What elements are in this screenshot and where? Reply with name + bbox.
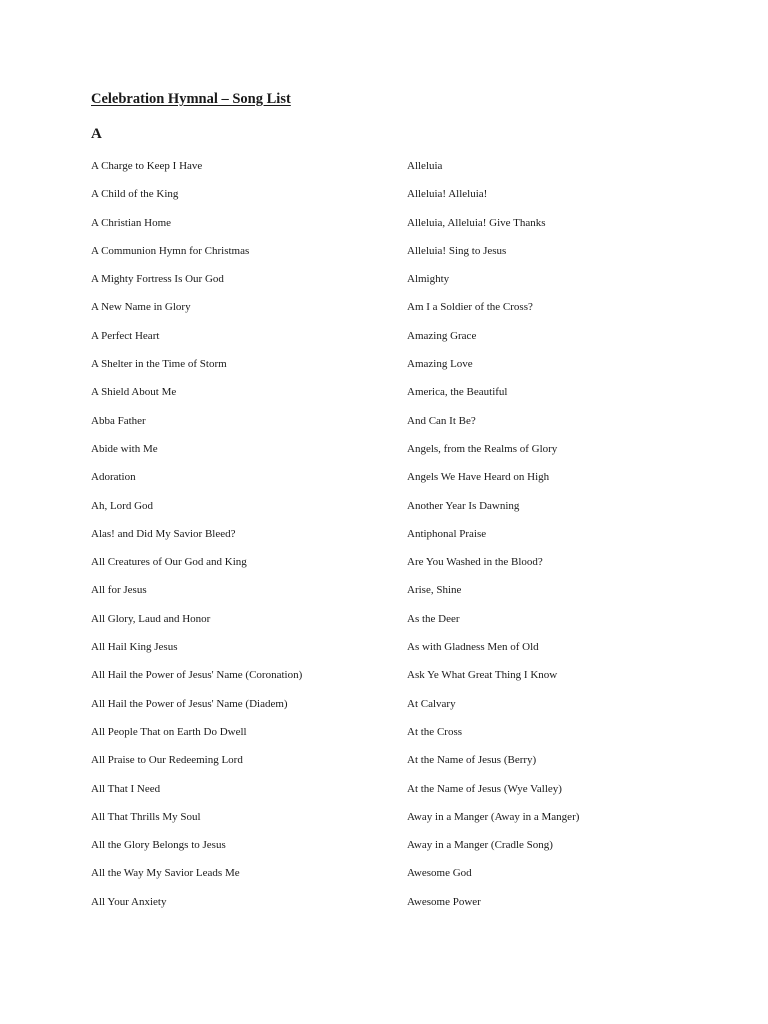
song-list-item: All Hail King Jesus (91, 641, 178, 654)
song-list-item: Alleluia! Sing to Jesus (407, 244, 507, 257)
song-list-left-column (91, 157, 391, 921)
song-list-item: Amazing Grace (407, 329, 477, 342)
song-list-item: All Glory, Laud and Honor (91, 612, 211, 625)
song-list-item: A Perfect Heart (91, 329, 160, 342)
song-list-item: All Your Anxiety (91, 895, 167, 908)
song-list-item: Amazing Love (407, 358, 473, 371)
song-list-item: A Child of the King (91, 188, 179, 201)
song-list-item: Arise, Shine (407, 584, 462, 597)
song-list-right-column (407, 157, 707, 921)
song-list-item: All the Way My Savior Leads Me (91, 867, 240, 880)
song-list-item: Angels We Have Heard on High (407, 471, 550, 484)
song-list-item: All Hail the Power of Jesus' Name (Diadem) (91, 697, 288, 710)
song-list-item: Awesome God (407, 867, 472, 880)
song-list-item: Ask Ye What Great Thing I Know (407, 669, 558, 682)
song-list-item: As with Gladness Men of Old (407, 641, 539, 654)
song-list-item: Adoration (91, 471, 136, 484)
song-list-item: Alleluia! Alleluia! (407, 188, 488, 201)
song-list-item: All That I Need (91, 782, 161, 795)
song-list-item: And Can It Be? (407, 414, 476, 427)
song-list-item: A Shield About Me (91, 386, 177, 399)
song-list-item: All Praise to Our Redeeming Lord (91, 754, 243, 767)
song-list-item: Ah, Lord God (91, 499, 154, 512)
song-list-item: All People That on Earth Do Dwell (91, 725, 247, 738)
song-list-item: America, the Beautiful (407, 386, 508, 399)
song-list-item: Angels, from the Realms of Glory (407, 442, 558, 455)
song-list-item: Alas! and Did My Savior Bleed? (91, 527, 236, 540)
song-list-item: All That Thrills My Soul (91, 810, 201, 823)
song-list-item: A Charge to Keep I Have (91, 160, 203, 172)
song-list-item: Away in a Manger (Away in a Manger) (407, 810, 580, 823)
song-list-item: Alleluia, Alleluia! Give Thanks (407, 216, 546, 229)
song-list-item: At the Name of Jesus (Wye Valley) (407, 782, 562, 795)
song-list-item: Almighty (407, 273, 450, 286)
song-list-item: A New Name in Glory (91, 301, 191, 314)
song-list-item: At the Cross (407, 725, 462, 738)
section-heading-a: A (91, 126, 102, 142)
song-list-item: As the Deer (407, 612, 460, 625)
song-list-item: A Shelter in the Time of Storm (91, 358, 227, 371)
song-list-item: Am I a Soldier of the Cross? (407, 301, 533, 314)
song-list-item: Awesome Power (407, 895, 481, 908)
song-list-item: Alleluia (407, 160, 443, 172)
song-list-item: Away in a Manger (Cradle Song) (407, 839, 553, 852)
page-title: Celebration Hymnal – Song List (91, 91, 291, 107)
song-list-item: At the Name of Jesus (Berry) (407, 754, 537, 767)
song-list-item: Another Year Is Dawning (407, 499, 520, 512)
song-list-item: All Creatures of Our God and King (91, 556, 247, 569)
song-list-item: Abba Father (91, 414, 146, 427)
song-list-item: A Mighty Fortress Is Our God (91, 273, 224, 286)
song-list-item: All the Glory Belongs to Jesus (91, 839, 226, 852)
song-list-item: All for Jesus (91, 584, 147, 597)
song-list-item: A Communion Hymn for Christmas (91, 244, 250, 257)
song-list-item: A Christian Home (91, 216, 172, 229)
song-list-item: At Calvary (407, 697, 456, 710)
song-list-item: All Hail the Power of Jesus' Name (Coronation) (91, 669, 303, 682)
song-list-item: Abide with Me (91, 442, 158, 455)
song-list-item: Antiphonal Praise (407, 527, 487, 540)
song-list-item: Are You Washed in the Blood? (407, 556, 543, 569)
